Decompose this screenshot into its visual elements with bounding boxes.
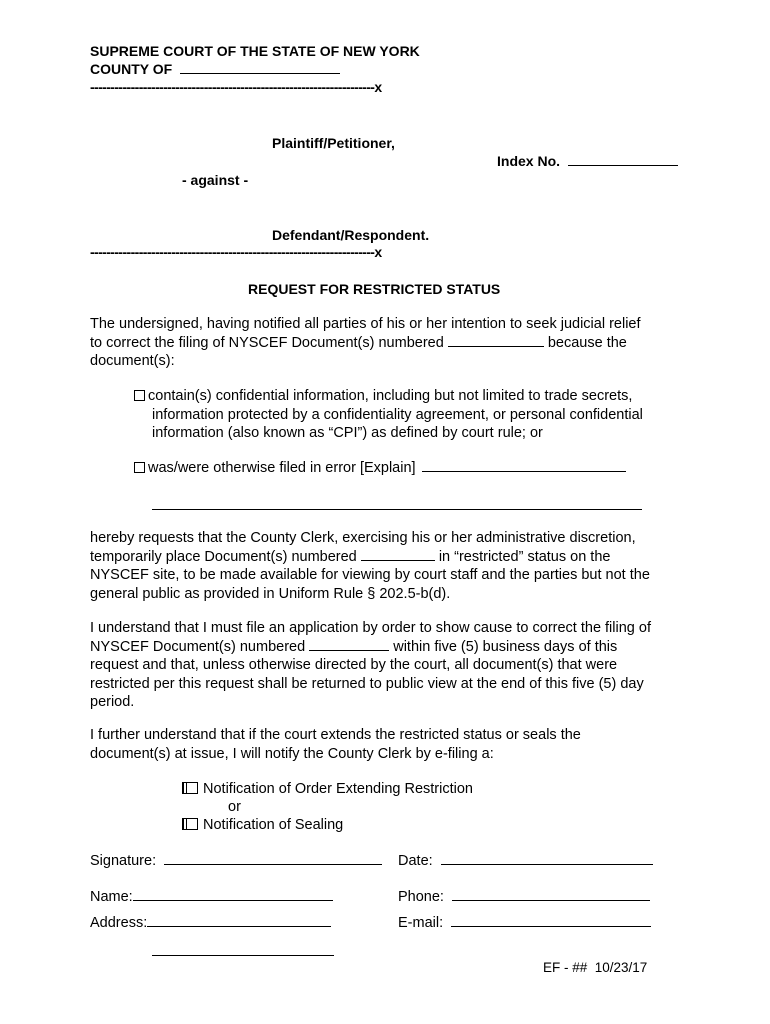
- date-label: Date:: [398, 853, 433, 869]
- understand-line-4: restricted per this request shall be returned to public view at the end of this five (5) day: [90, 675, 644, 692]
- index-number-blank[interactable]: [568, 153, 678, 166]
- sealing-checkbox[interactable]: [182, 818, 198, 830]
- option-sealing: [182, 816, 343, 834]
- index-number-line: [497, 152, 678, 170]
- request-line-1: hereby requests that the County Clerk, exercising his or her administrative discretion,: [90, 530, 636, 546]
- option-filed-in-error: [134, 459, 626, 477]
- option-extending-restriction: [182, 780, 473, 798]
- email-field: [398, 914, 651, 932]
- understand-line-2: [90, 638, 690, 657]
- confidential-text-2: information protected by a confidentiality agreement, or personal confidential: [152, 406, 643, 423]
- request-line-2b: in “restricted” status on the: [438, 548, 611, 565]
- understand-line-1: I understand that I must file an application by order to show cause to correct the filing of: [90, 620, 651, 636]
- request-line-3: NYSCEF site, to be made available for viewing by court staff and the parties but not the: [90, 567, 650, 583]
- extending-restriction-checkbox[interactable]: [182, 782, 198, 794]
- confidential-text-3: information (also known as “CPI”) as defined by court rule; or: [152, 425, 543, 441]
- address-blank-1[interactable]: [147, 914, 331, 927]
- confidential-checkbox[interactable]: [134, 390, 145, 401]
- sealing-label: Notification of Sealing: [203, 817, 344, 833]
- date-blank[interactable]: [441, 852, 653, 865]
- address-blank-2[interactable]: [152, 955, 334, 956]
- intro-paragraph: [90, 315, 690, 371]
- signature-field: [90, 852, 382, 870]
- address-field: [90, 914, 331, 932]
- name-label: Name:: [90, 889, 133, 905]
- signature-blank[interactable]: [164, 852, 382, 865]
- explain-blank-1[interactable]: [422, 459, 626, 472]
- county-blank[interactable]: [180, 61, 340, 74]
- confidential-text-1: contain(s) confidential information, including but not limited to trade secrets,: [148, 388, 633, 404]
- understand-line-5: period.: [90, 694, 135, 710]
- understand-line-2b: within five (5) business days of this: [393, 638, 618, 655]
- form-id: EF - ## 10/23/17: [543, 960, 648, 975]
- name-field: [90, 888, 333, 906]
- caption-separator-bottom: ----------------------------------------------------------------------x: [90, 244, 382, 260]
- against-label: - against -: [182, 172, 249, 188]
- name-blank[interactable]: [133, 888, 333, 901]
- phone-blank[interactable]: [452, 888, 650, 901]
- extending-restriction-label: Notification of Order Extending Restriction: [203, 781, 473, 797]
- understand-line-3: request and that, unless otherwise directed by the court, all document(s) that were: [90, 657, 618, 673]
- phone-field: [398, 888, 650, 906]
- court-name: SUPREME COURT OF THE STATE OF NEW YORK: [90, 43, 420, 59]
- request-line-2a: temporarily place Document(s) numbered: [90, 548, 357, 565]
- county-label: COUNTY OF: [90, 61, 173, 77]
- intro-line-2: [90, 334, 690, 353]
- filed-in-error-checkbox[interactable]: [134, 462, 145, 473]
- intro-line-1: The undersigned, having notified all parties of his or her intention to seek judicial relief: [90, 316, 641, 332]
- notify-or: or: [228, 799, 241, 815]
- document-numbers-blank-3[interactable]: [309, 638, 389, 651]
- request-paragraph: [90, 529, 690, 603]
- intro-line-2a: to correct the filing of NYSCEF Document(s) numbered: [90, 334, 444, 351]
- further-line-1: I further understand that if the court extends the restricted status or seals the: [90, 727, 581, 743]
- filed-in-error-label: was/were otherwise filed in error [Explain]: [148, 460, 416, 476]
- further-paragraph: [90, 726, 690, 763]
- plaintiff-label: Plaintiff/Petitioner,: [272, 135, 395, 151]
- address-label: Address:: [90, 915, 148, 931]
- email-blank[interactable]: [451, 914, 651, 927]
- document-title: REQUEST FOR RESTRICTED STATUS: [248, 281, 501, 297]
- understand-paragraph: [90, 619, 690, 712]
- intro-line-2b: because the: [547, 334, 627, 351]
- understand-line-2a: NYSCEF Document(s) numbered: [90, 638, 306, 655]
- email-label: E-mail:: [398, 915, 444, 931]
- defendant-label: Defendant/Respondent.: [272, 227, 430, 243]
- signature-label: Signature:: [90, 853, 157, 869]
- explain-blank-2[interactable]: [152, 509, 642, 510]
- intro-line-3: document(s):: [90, 353, 175, 369]
- option-confidential: [134, 387, 643, 443]
- county-line: [90, 60, 340, 78]
- date-field: [398, 852, 653, 870]
- phone-label: Phone:: [398, 889, 444, 905]
- document-numbers-blank-2[interactable]: [361, 548, 435, 561]
- index-label: Index No.: [497, 153, 561, 169]
- request-line-2: [90, 548, 690, 567]
- caption-separator-top: ----------------------------------------------------------------------x: [90, 79, 382, 95]
- request-line-4: general public as provided in Uniform Rule § 202.5-b(d).: [90, 585, 451, 602]
- further-line-2: document(s) at issue, I will notify the County Clerk by e-filing a:: [90, 745, 494, 762]
- document-numbers-blank-1[interactable]: [448, 334, 544, 347]
